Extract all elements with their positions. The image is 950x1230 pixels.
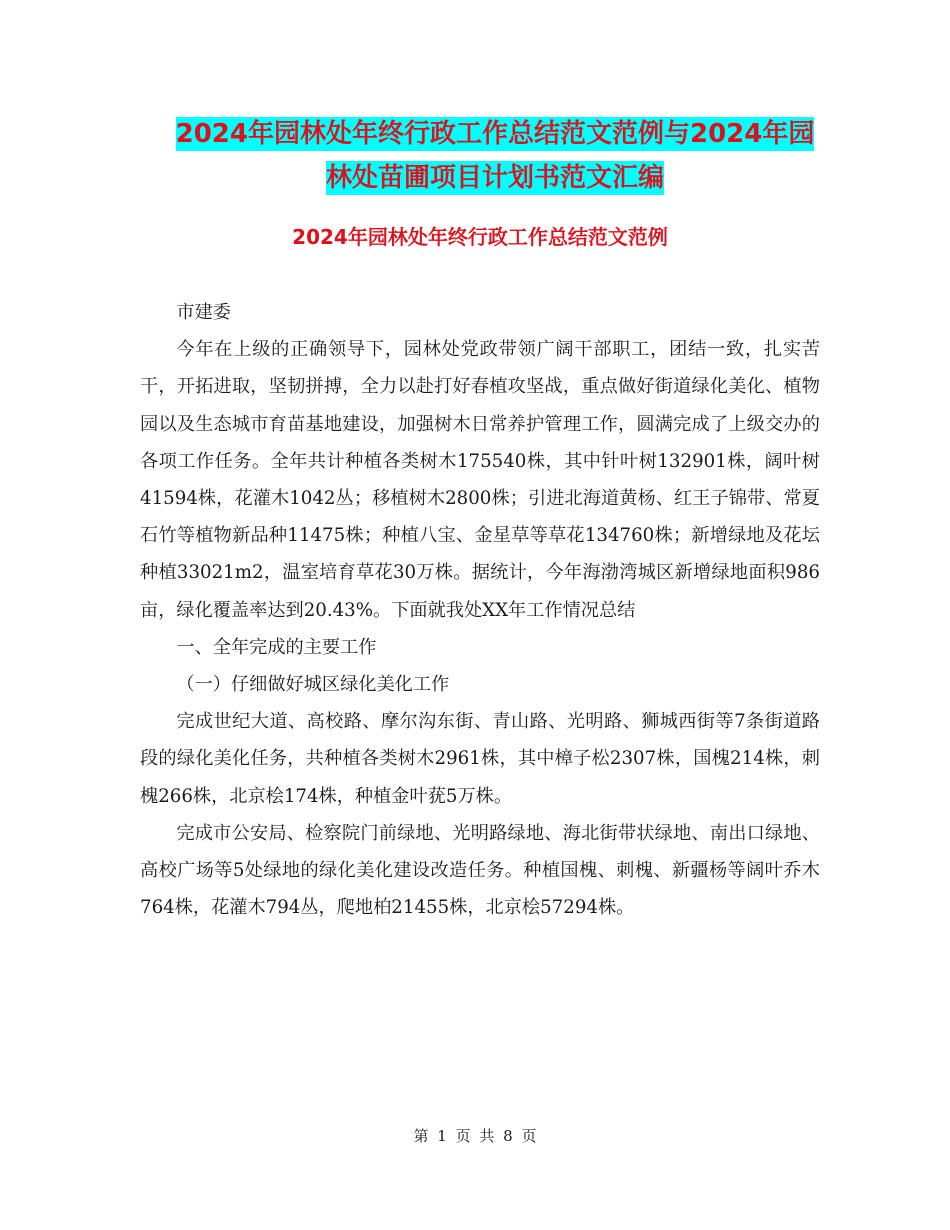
document-title — [150, 112, 840, 200]
document-body — [140, 294, 820, 926]
paragraph-green-spaces: 完成市公安局、检察院门前绿地、光明路绿地、海北街带状绿地、南出口绿地、高校广场等5处绿地的绿化美化建设改造任务。种植国槐、刺槐、新疆杨等阔叶乔木764株，花灌木794丛，爬地柏21455株，北京桧57294株。 — [140, 822, 820, 919]
title-line-2: 林处苗圃项目计划书范文汇编 — [325, 163, 664, 193]
paragraph-streets: 完成世纪大道、高校路、摩尔沟东街、青山路、光明路、狮城西街等7条街道路段的绿化美化任务，共种植各类树木2961株，其中樟子松2307株，国槐214株，刺槐266株，北京桧174株，种植金叶莸5万株。 — [140, 711, 820, 807]
heading-main-work: 一、全年完成的主要工作 — [176, 636, 377, 658]
heading-greening-work: （一）仔细做好城区绿化美化工作 — [176, 674, 450, 696]
paragraph-intro: 今年在上级的正确领导下，园林处党政带领广阔干部职工，团结一致，扎实苦干，开拓进取，坚韧拼搏，全力以赴打好春植攻坚战，重点做好街道绿化美化、植物园以及生态城市育苗基地建设，加强树木日常养护管理工作，圆满完成了上级交办的各项工作任务。全年共计种植各类树木175540株，其中针叶树132901株，阔叶树41594株，花灌木1042丛；移植树木2800株；引进北海道黄杨、红王子锦带、常夏石竹等植物新品种11475株；种植八宝、金星草等草花134760株；新增绿地及花坛种植33021m2，温室培育草花30万株。据统计，今年海渤湾城区新增绿地面积986亩，绿化覆盖率达到20.43%。下面就我处XX年工作情况总结 — [140, 339, 820, 621]
section-title: 2024年园林处年终行政工作总结范文范例 — [292, 225, 668, 249]
page-number: 第 1 页 共 8 页 — [413, 1127, 537, 1145]
title-line-1: 2024年园林处年终行政工作总结范文范例与2024年园 — [175, 119, 815, 149]
paragraph-recipient: 市建委 — [176, 302, 231, 323]
